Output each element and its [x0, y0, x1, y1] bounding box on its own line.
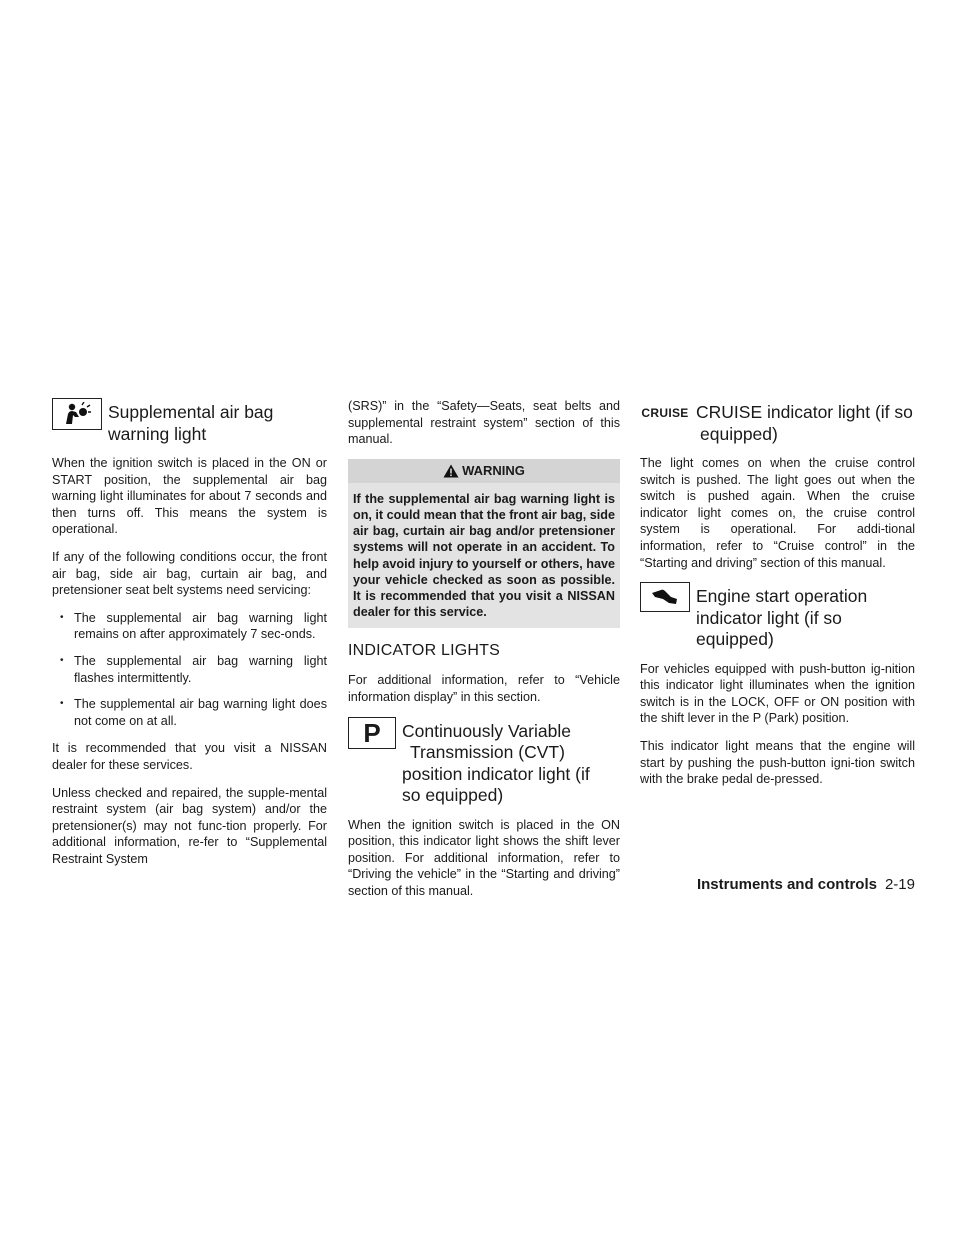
cvt-title-line-1: Continuously Variable — [402, 720, 571, 741]
column-1 — [52, 398, 327, 878]
airbag-title-line-2: warning light — [108, 423, 207, 444]
airbag-paragraph-3: It is recommended that you visit a NISSAN dealer for these services. — [52, 741, 327, 772]
cruise-title-line-2: equipped) — [700, 423, 778, 444]
engine-title-line-2: indicator light (if so — [696, 607, 842, 628]
engine-title-line-1: Engine start operation — [696, 586, 868, 607]
engine-start-icon — [640, 582, 690, 612]
warning-box — [348, 459, 620, 629]
cvt-icon-letter: P — [363, 717, 381, 748]
engine-heading — [640, 582, 915, 651]
footer-section-title: Instruments and controls — [696, 876, 877, 893]
srs-paragraph: (SRS)” in the “Safety—Seats, seat belts and supplemental restraint system” section of this manual. — [348, 399, 620, 447]
cvt-title-line-4: so equipped) — [402, 785, 504, 806]
cruise-title-line-1: CRUISE indicator light (if so — [696, 402, 913, 422]
cruise-icon-text: CRUISE — [641, 406, 689, 420]
airbag-conditions-list — [52, 610, 327, 730]
list-item: • The supplemental air bag warning light remains on after approximately 7 sec-onds. — [60, 610, 327, 643]
airbag-paragraph-4: Unless checked and repaired, the supple-mental restraint system (air bag system) and/or the pretensioner(s) may not func-tion properly. For additional information, re-fer to “Supplemental Restraint System — [52, 785, 327, 866]
indicator-lights-paragraph: For additional information, refer to “Vehicle information display” in this section. — [348, 673, 620, 704]
cruise-icon — [640, 398, 690, 428]
warning-text: If the supplemental air bag warning light is on, it could mean that the front air bag, side air bag, curtain air bag and/or pretensioner systems will not operate in an accident. To help avoid injury to yourself or others, have your vehicle checked as soon as possible. It is recommended that you visit a NISSAN dealer for this service. — [353, 491, 615, 620]
cvt-title — [396, 717, 590, 807]
engine-title-line-3: equipped) — [696, 629, 774, 650]
column-3 — [640, 398, 915, 799]
cvt-position-icon — [348, 717, 396, 749]
column-2 — [348, 398, 620, 911]
airbag-paragraph-1: When the ignition switch is placed in the ON or START position, the supplemental air bag warning light illuminates for about 7 seconds and then turns off. This means the system is operational. — [52, 456, 327, 537]
airbag-title-line-1: Supplemental air bag — [108, 402, 274, 422]
engine-paragraph-2: This indicator light means that the engine will start by pushing the push-button igni-tion switch with the brake pedal de-pressed. — [640, 739, 915, 787]
airbag-warning-icon — [52, 398, 102, 430]
page-number: 2-19 — [884, 876, 915, 893]
cvt-title-line-3: position indicator light (if — [402, 763, 590, 784]
indicator-lights-heading: INDICATOR LIGHTS — [348, 642, 500, 660]
warning-triangle-icon — [443, 464, 459, 478]
warning-header — [348, 459, 620, 483]
list-item: • The supplemental air bag warning light does not come on at all. — [60, 696, 327, 729]
cvt-paragraph: When the ignition switch is placed in the ON position, this indicator light shows the shift lever position. For additional information, refer to “Driving the vehicle” in the “Starting and driving” section of this manual. — [348, 817, 620, 898]
cruise-title — [690, 398, 913, 445]
airbag-heading — [52, 398, 327, 445]
cvt-title-line-2: Transmission (CVT) — [410, 742, 565, 763]
airbag-paragraph-2: If any of the following conditions occur, the front air bag, side air bag, curtain air bag, and pretensioner seat belt systems need servicing: — [52, 549, 327, 598]
page-footer — [697, 876, 915, 893]
list-item: • The supplemental air bag warning light flashes intermittently. — [60, 653, 327, 686]
cruise-heading — [640, 398, 915, 445]
engine-title — [690, 582, 867, 651]
cruise-paragraph: The light comes on when the cruise control switch is pushed. The light goes out when the switch is pushed again. When the cruise indicator light comes on, the cruise control system is operational. For addi-tional information, refer to “Cruise control” in the “Starting and driving” section of this manual. — [640, 456, 915, 570]
cvt-heading — [348, 717, 620, 807]
warning-label: WARNING — [462, 463, 525, 479]
engine-paragraph-1: For vehicles equipped with push-button ig-nition this indicator light illuminates when the ignition switch is in the LOCK, OFF or ON position with the shift lever in the P (Park) position. — [640, 661, 915, 726]
airbag-title — [102, 398, 273, 445]
